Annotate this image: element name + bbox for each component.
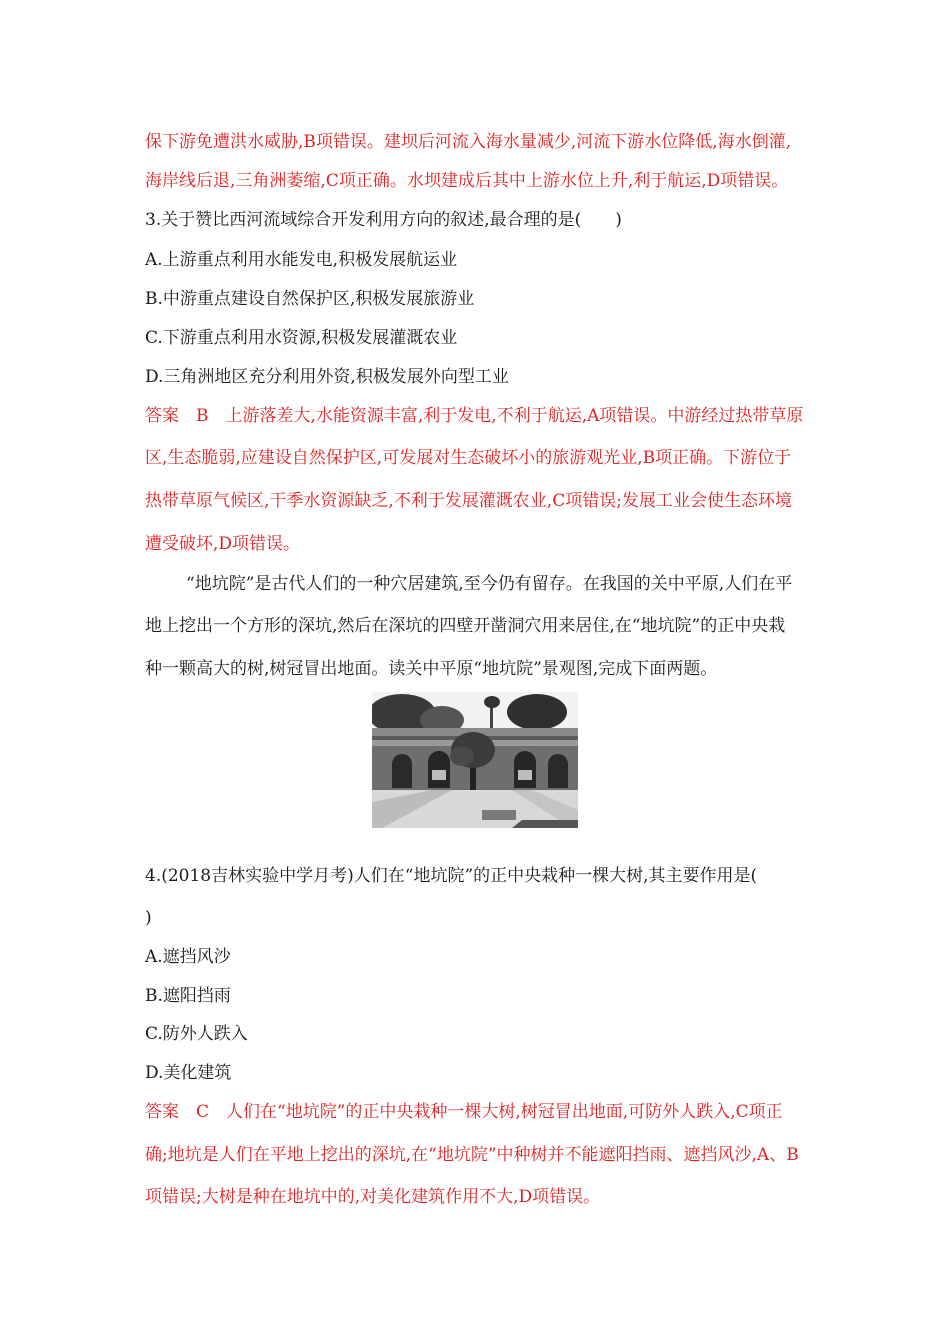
material-intro-line-3: 种一颗高大的树,树冠冒出地面。读关中平原“地坑院”景观图,完成下面两题。 [145,659,718,679]
answer-4-line-1: 答案 C 人们在“地坑院”的正中央栽种一棵大树,树冠冒出地面,可防外人跌入,C项正 [145,1102,783,1122]
material-intro-line-1: “地坑院”是古代人们的一种穴居建筑,至今仍有留存。在我国的关中平原,人们在平 [186,574,793,594]
answer-4-line-3: 项错误;大树是种在地坑中的,对美化建筑作用不大,D项错误。 [145,1187,601,1207]
material-intro-line-2: 地上挖出一个方形的深坑,然后在深坑的四壁开凿洞穴用来居住,在“地坑院”的正中央栽 [145,616,786,636]
question-4-stem-continuation: ) [145,908,152,928]
answer-2-continuation-line-1: 保下游免遭洪水威胁,B项错误。建坝后河流入海水量减少,河流下游水位降低,海水倒灌, [145,132,792,152]
question-4-option-a: A.遮挡风沙 [145,947,231,967]
answer-3-line-4: 遭受破坏,D项错误。 [145,534,301,554]
answer-3-line-1: 答案 B 上游落差大,水能资源丰富,利于发电,不利于航运,A项错误。中游经过热带草原 [145,406,804,426]
question-4-option-d: D.美化建筑 [145,1063,232,1083]
question-4-option-b: B.遮阳挡雨 [145,986,231,1006]
question-3-option-d: D.三角洲地区充分利用外资,积极发展外向型工业 [145,367,509,387]
question-4-option-c: C.防外人跌入 [145,1024,248,1044]
dikengyuan-photo [372,692,578,828]
question-4-stem: 4.(2018吉林实验中学月考)人们在“地坑院”的正中央栽种一棵大树,其主要作用是( [145,866,758,886]
answer-4-line-2: 确;地坑是人们在平地上挖出的深坑,在“地坑院”中种树并不能遮阳挡雨、遮挡风沙,A、B [145,1145,799,1165]
answer-2-continuation-line-2: 海岸线后退,三角洲萎缩,C项正确。水坝建成后其中上游水位上升,利于航运,D项错误。 [145,171,789,191]
answer-3-line-3: 热带草原气候区,干季水资源缺乏,不利于发展灌溉农业,C项错误;发展工业会使生态环境 [145,491,792,511]
question-3-option-c: C.下游重点利用水资源,积极发展灌溉农业 [145,328,458,348]
question-3-stem: 3.关于赞比西河流域综合开发利用方向的叙述,最合理的是( ) [145,210,622,230]
question-3-option-b: B.中游重点建设自然保护区,积极发展旅游业 [145,289,475,309]
answer-3-line-2: 区,生态脆弱,应建设自然保护区,可发展对生态破坏小的旅游观光业,B项正确。下游位于 [145,448,792,468]
question-3-option-a: A.上游重点利用水能发电,积极发展航运业 [145,250,458,270]
